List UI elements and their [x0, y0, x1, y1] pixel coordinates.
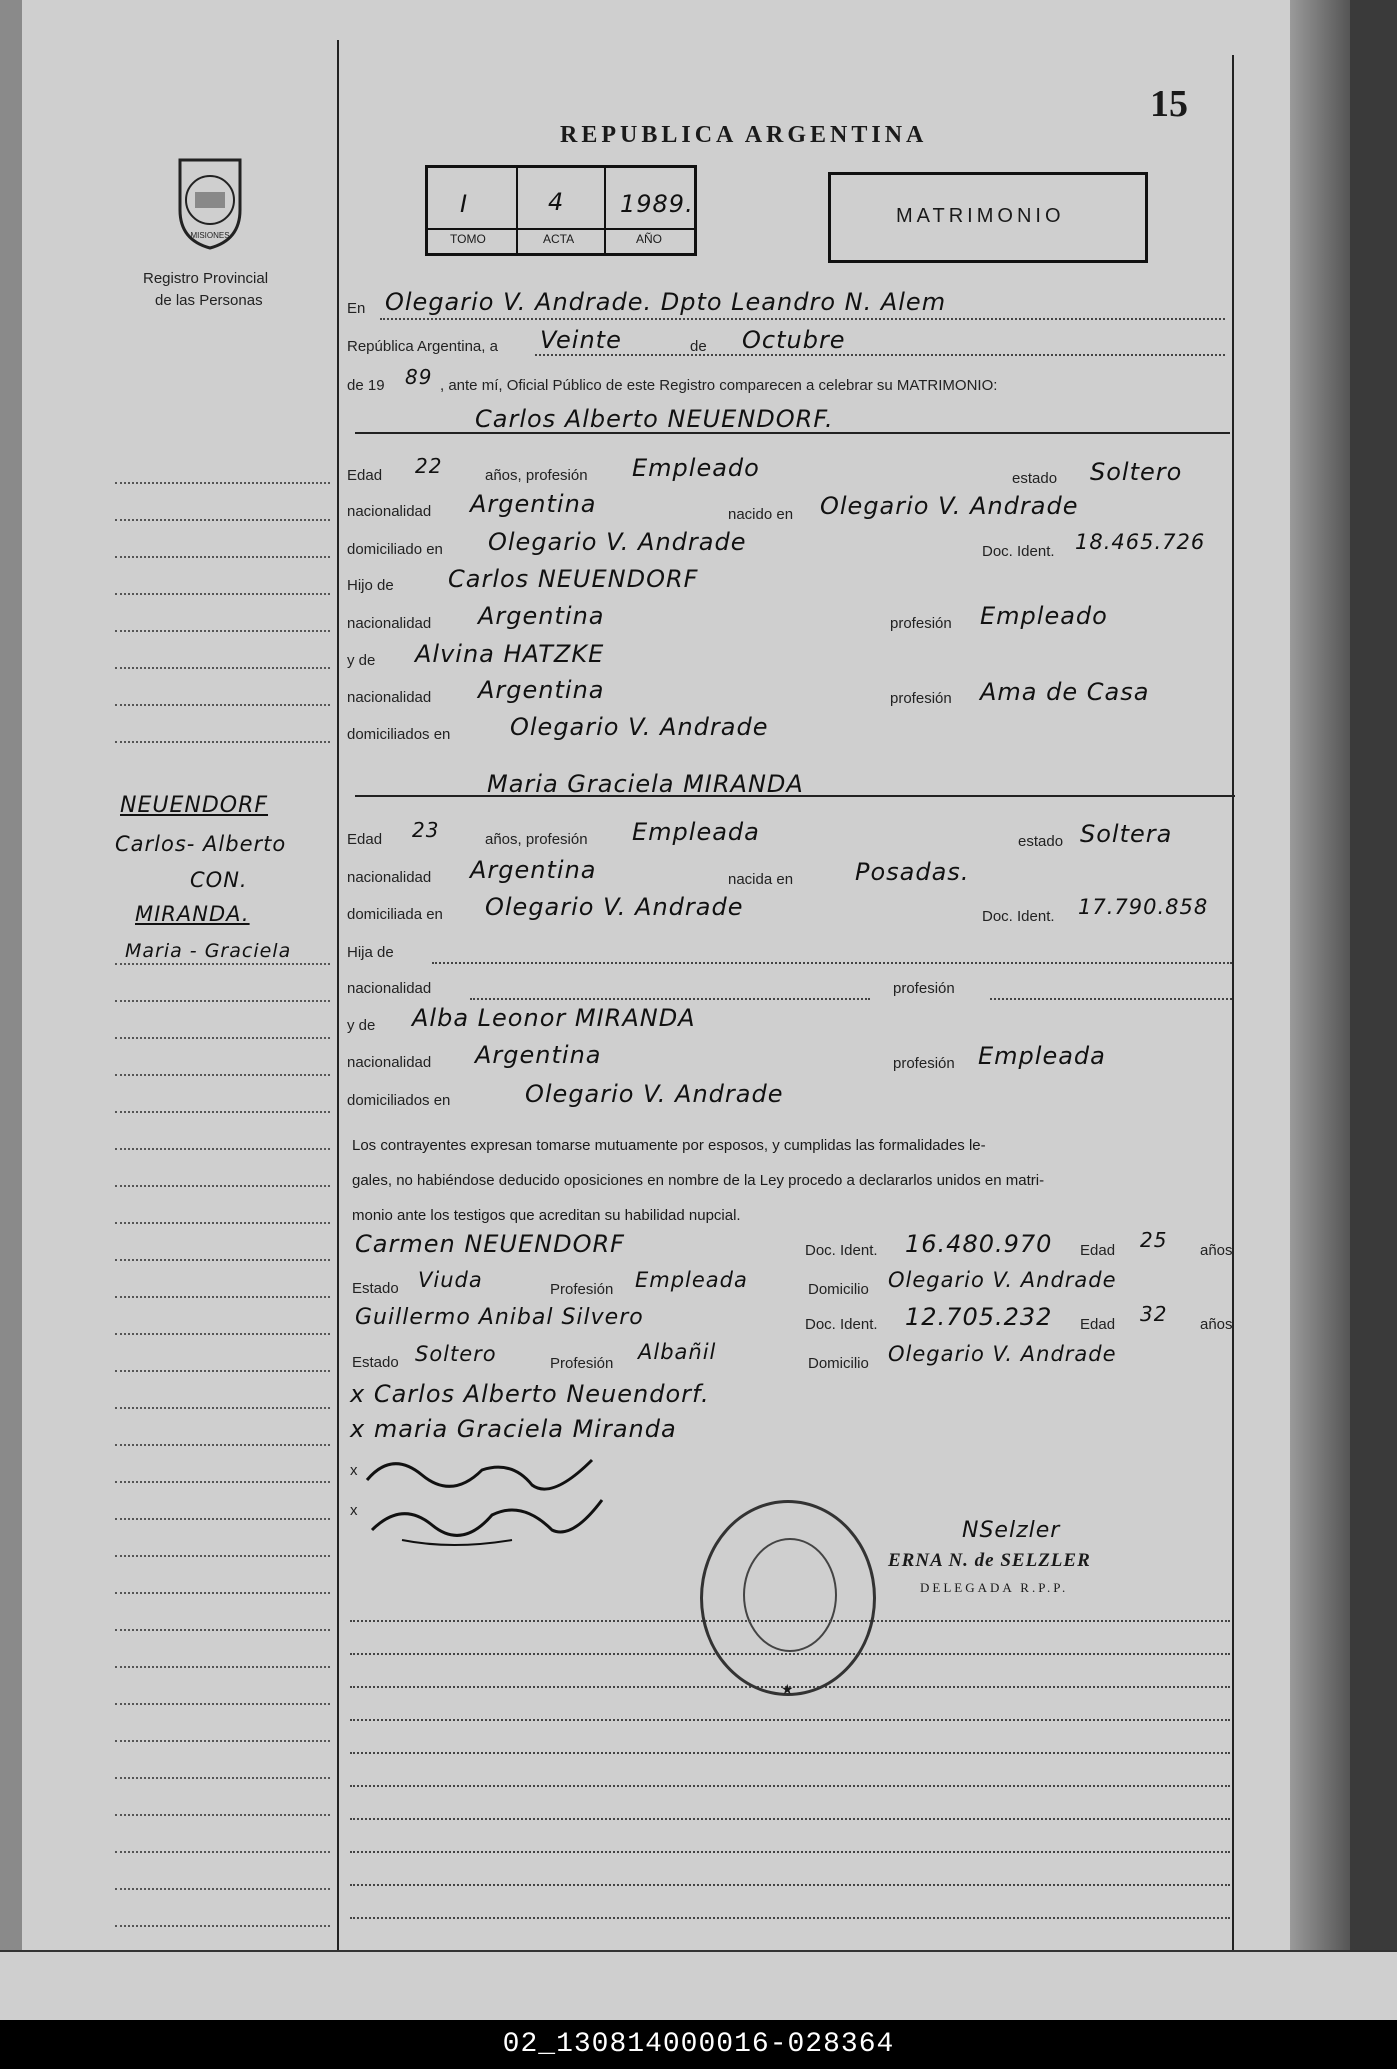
country-title: REPUBLICA ARGENTINA — [560, 122, 928, 148]
edad-label: Edad — [347, 467, 383, 484]
witness2-profession: Albañil — [638, 1340, 717, 1364]
margin-line — [115, 1222, 330, 1224]
yde-label: y de — [347, 652, 376, 669]
groom-address: Olegario V. Andrade — [488, 528, 747, 556]
bride-nationality: Argentina — [470, 856, 597, 884]
w1-anos-label: años — [1200, 1242, 1233, 1259]
witness1-name: Carmen NEUENDORF — [355, 1230, 625, 1258]
blank-line — [350, 1917, 1230, 1919]
witness1-age: 25 — [1140, 1228, 1168, 1252]
nacido-label: nacido en — [728, 506, 794, 523]
witness1-profession: Empleada — [635, 1268, 748, 1292]
witness1-civil-status: Viuda — [418, 1268, 483, 1292]
margin-line — [115, 1259, 330, 1261]
margin-note-4: MIRANDA. — [135, 902, 250, 926]
w1-dom-label: Domicilio — [808, 1281, 869, 1298]
declaration-text: Los contrayentes expresan tomarse mutuamente por esposos, y cumplidas las formalidades le- gales, no habiéndose deducido oposiciones en nombre de la Ley procedo a declararlos unidos en matri- monio ante los testigos que acreditan su habilidad nupcial. — [352, 1137, 1045, 1224]
republica-label: República Argentina, a — [347, 338, 498, 355]
w2-estado-label: Estado — [352, 1354, 399, 1371]
w1-prof-label: Profesión — [550, 1281, 614, 1298]
record-type-box — [828, 172, 1148, 263]
nacida-label: nacida en — [728, 871, 794, 888]
anos-profesion-label: años, profesión — [485, 467, 588, 484]
margin-line — [115, 1740, 330, 1742]
witness1-address: Olegario V. Andrade — [888, 1268, 1117, 1292]
intro-text: , ante mí, Oficial Público de este Registro comparecen a celebrar su MATRIMONIO: — [440, 377, 998, 394]
domiciliado-label: domiciliado en — [347, 541, 443, 558]
groom-mother: Alvina HATZKE — [415, 640, 605, 668]
groom-father-nationality: Argentina — [478, 602, 605, 630]
groom-doc: 18.465.726 — [1075, 530, 1206, 554]
blank-line — [350, 1719, 1230, 1721]
de-label: de — [690, 338, 707, 355]
bride-padre-prof-label: profesión — [893, 980, 955, 997]
groom-name: Carlos Alberto NEUENDORF. — [475, 405, 834, 433]
bride-doc-label: Doc. Ident. — [982, 908, 1055, 925]
w2-anos-label: años — [1200, 1316, 1233, 1333]
margin-line — [115, 1148, 330, 1150]
margin-line — [115, 963, 330, 965]
nacionalidad-label: nacionalidad — [347, 503, 432, 520]
book-edge — [1290, 0, 1350, 1960]
bride-padre-nac-label: nacionalidad — [347, 980, 432, 997]
bride-mother-profession: Empleada — [978, 1042, 1106, 1070]
witness-signature-scrawl — [362, 1440, 622, 1565]
margin-line — [115, 1407, 330, 1409]
en-label: En — [347, 300, 366, 317]
groom-mother-profession: Ama de Casa — [980, 678, 1150, 706]
record-type: MATRIMONIO — [896, 205, 1065, 227]
bride-madre-prof-label: profesión — [893, 1055, 955, 1072]
signature-witness1-mark: x — [350, 1462, 358, 1479]
ano-label: AÑO — [636, 232, 663, 246]
bride-edad-label: Edad — [347, 831, 383, 848]
bride-nac-label: nacionalidad — [347, 869, 432, 886]
blank-line — [350, 1818, 1230, 1820]
bride-profession: Empleada — [632, 818, 760, 846]
margin-line — [115, 1666, 330, 1668]
padre-nac-label: nacionalidad — [347, 615, 432, 632]
margin-note-5: Maria - Graciela — [125, 940, 292, 962]
hijo-label: Hijo de — [347, 577, 394, 594]
bride-estado-label: estado — [1018, 833, 1064, 850]
margin-line — [115, 1518, 330, 1520]
margin-line — [115, 1777, 330, 1779]
right-rule — [1232, 55, 1234, 1950]
margin-line — [115, 1888, 330, 1890]
tomo-label: TOMO — [450, 232, 486, 246]
margin-note-2: Carlos- Alberto — [115, 832, 287, 856]
place-value: Olegario V. Andrade. Dpto Leandro N. Alem — [385, 288, 947, 316]
official-signature: NSelzler — [962, 1518, 1061, 1543]
official-seal-icon: ★ — [700, 1500, 876, 1696]
margin-line — [115, 741, 330, 743]
w2-prof-label: Profesión — [550, 1355, 614, 1372]
margin-line — [115, 593, 330, 595]
margin-line — [115, 1074, 330, 1076]
margin-line — [115, 1333, 330, 1335]
binding-spine — [0, 0, 22, 1990]
margin-note-3: CON. — [190, 868, 248, 892]
bride-age: 23 — [412, 818, 440, 842]
w2-dom-label: Domicilio — [808, 1355, 869, 1372]
page-number: 15 — [1150, 83, 1188, 125]
margin-line — [115, 1000, 330, 1002]
margin-line — [115, 482, 330, 484]
svg-text:MISIONES: MISIONES — [190, 231, 230, 240]
footer-id: 02_130814000016-028364 — [0, 2020, 1397, 2069]
witness2-doc: 12.705.232 — [905, 1303, 1053, 1331]
domiciliada-label: domiciliada en — [347, 906, 443, 923]
margin-line — [115, 1444, 330, 1446]
witness2-age: 32 — [1140, 1302, 1168, 1326]
margin-line — [115, 1037, 330, 1039]
margin-rule — [337, 40, 339, 1950]
domiciliados-label: domiciliados en — [347, 726, 451, 743]
w2-doc-label: Doc. Ident. — [805, 1316, 878, 1333]
bride-mother-nationality: Argentina — [475, 1041, 602, 1069]
bride-name: Maria Graciela MIRANDA — [487, 770, 804, 798]
blank-line — [350, 1752, 1230, 1754]
madre-prof-label: profesión — [890, 690, 952, 707]
margin-line — [115, 1370, 330, 1372]
madre-nac-label: nacionalidad — [347, 689, 432, 706]
bride-parents-address: Olegario V. Andrade — [525, 1080, 784, 1108]
ano-value: 1989. — [620, 190, 694, 218]
year-suffix: 89 — [405, 365, 433, 389]
acta-label: ACTA — [543, 232, 575, 246]
registry-line2: de las Personas — [155, 292, 263, 309]
margin-line — [115, 1814, 330, 1816]
bride-civil-status: Soltera — [1080, 820, 1173, 848]
padre-prof-label: profesión — [890, 615, 952, 632]
blank-line — [350, 1785, 1230, 1787]
margin-line — [115, 1111, 330, 1113]
blank-line — [350, 1884, 1230, 1886]
month-value: Octubre — [742, 326, 846, 354]
margin-line — [115, 519, 330, 521]
margin-line — [115, 1185, 330, 1187]
day-value: Veinte — [540, 326, 622, 354]
year-prefix: de 19 — [347, 377, 385, 394]
groom-birthplace: Olegario V. Andrade — [820, 492, 1079, 520]
official-title: DELEGADA R.P.P. — [920, 1580, 1069, 1595]
w1-estado-label: Estado — [352, 1280, 399, 1297]
groom-age: 22 — [415, 454, 443, 478]
bride-birthplace: Posadas. — [855, 858, 970, 886]
groom-parents-address: Olegario V. Andrade — [510, 713, 769, 741]
margin-line — [115, 1555, 330, 1557]
margin-line — [115, 1296, 330, 1298]
hija-label: Hija de — [347, 944, 394, 961]
witness1-doc: 16.480.970 — [905, 1230, 1053, 1258]
margin-line — [115, 630, 330, 632]
bride-doc: 17.790.858 — [1078, 895, 1209, 919]
registry-line1: Registro Provincial — [143, 270, 269, 287]
bride-anos-label: años, profesión — [485, 831, 588, 848]
witness2-civil-status: Soltero — [415, 1342, 497, 1366]
bride-domiciliados-label: domiciliados en — [347, 1092, 451, 1109]
signature-witness2-mark: x — [350, 1502, 358, 1519]
signature-bride: x maria Graciela Miranda — [350, 1415, 677, 1443]
margin-line — [115, 1481, 330, 1483]
w1-doc-label: Doc. Ident. — [805, 1242, 878, 1259]
witness2-name: Guillermo Anibal Silvero — [355, 1305, 644, 1330]
witness2-address: Olegario V. Andrade — [888, 1342, 1117, 1366]
provincial-crest-icon — [170, 150, 250, 250]
bottom-strip — [0, 1950, 1397, 2022]
margin-line — [115, 1851, 330, 1853]
margin-line — [115, 1703, 330, 1705]
bride-address: Olegario V. Andrade — [485, 893, 744, 921]
signature-groom: x Carlos Alberto Neuendorf. — [350, 1380, 710, 1408]
margin-line — [115, 1629, 330, 1631]
w2-edad-label: Edad — [1080, 1316, 1116, 1333]
doc-label: Doc. Ident. — [982, 543, 1055, 560]
margin-line — [115, 556, 330, 558]
bride-yde-label: y de — [347, 1017, 376, 1034]
margin-line — [115, 667, 330, 669]
reference-box — [425, 165, 697, 256]
bride-madre-nac-label: nacionalidad — [347, 1054, 432, 1071]
acta-value: 4 — [548, 188, 565, 216]
groom-father: Carlos NEUENDORF — [448, 565, 699, 593]
groom-mother-nationality: Argentina — [478, 676, 605, 704]
official-name: ERNA N. de SELZLER — [888, 1550, 1091, 1571]
w1-edad-label: Edad — [1080, 1242, 1116, 1259]
groom-father-profession: Empleado — [980, 602, 1108, 630]
margin-line — [115, 1925, 330, 1927]
margin-line — [115, 1592, 330, 1594]
margin-line — [115, 704, 330, 706]
tomo-value: I — [460, 190, 469, 218]
bride-mother: Alba Leonor MIRANDA — [412, 1004, 696, 1032]
estado-label: estado — [1012, 470, 1058, 487]
groom-nationality: Argentina — [470, 490, 597, 518]
groom-civil-status: Soltero — [1090, 458, 1183, 486]
margin-note-1: NEUENDORF — [120, 793, 269, 818]
groom-profession: Empleado — [632, 454, 760, 482]
blank-line — [350, 1851, 1230, 1853]
